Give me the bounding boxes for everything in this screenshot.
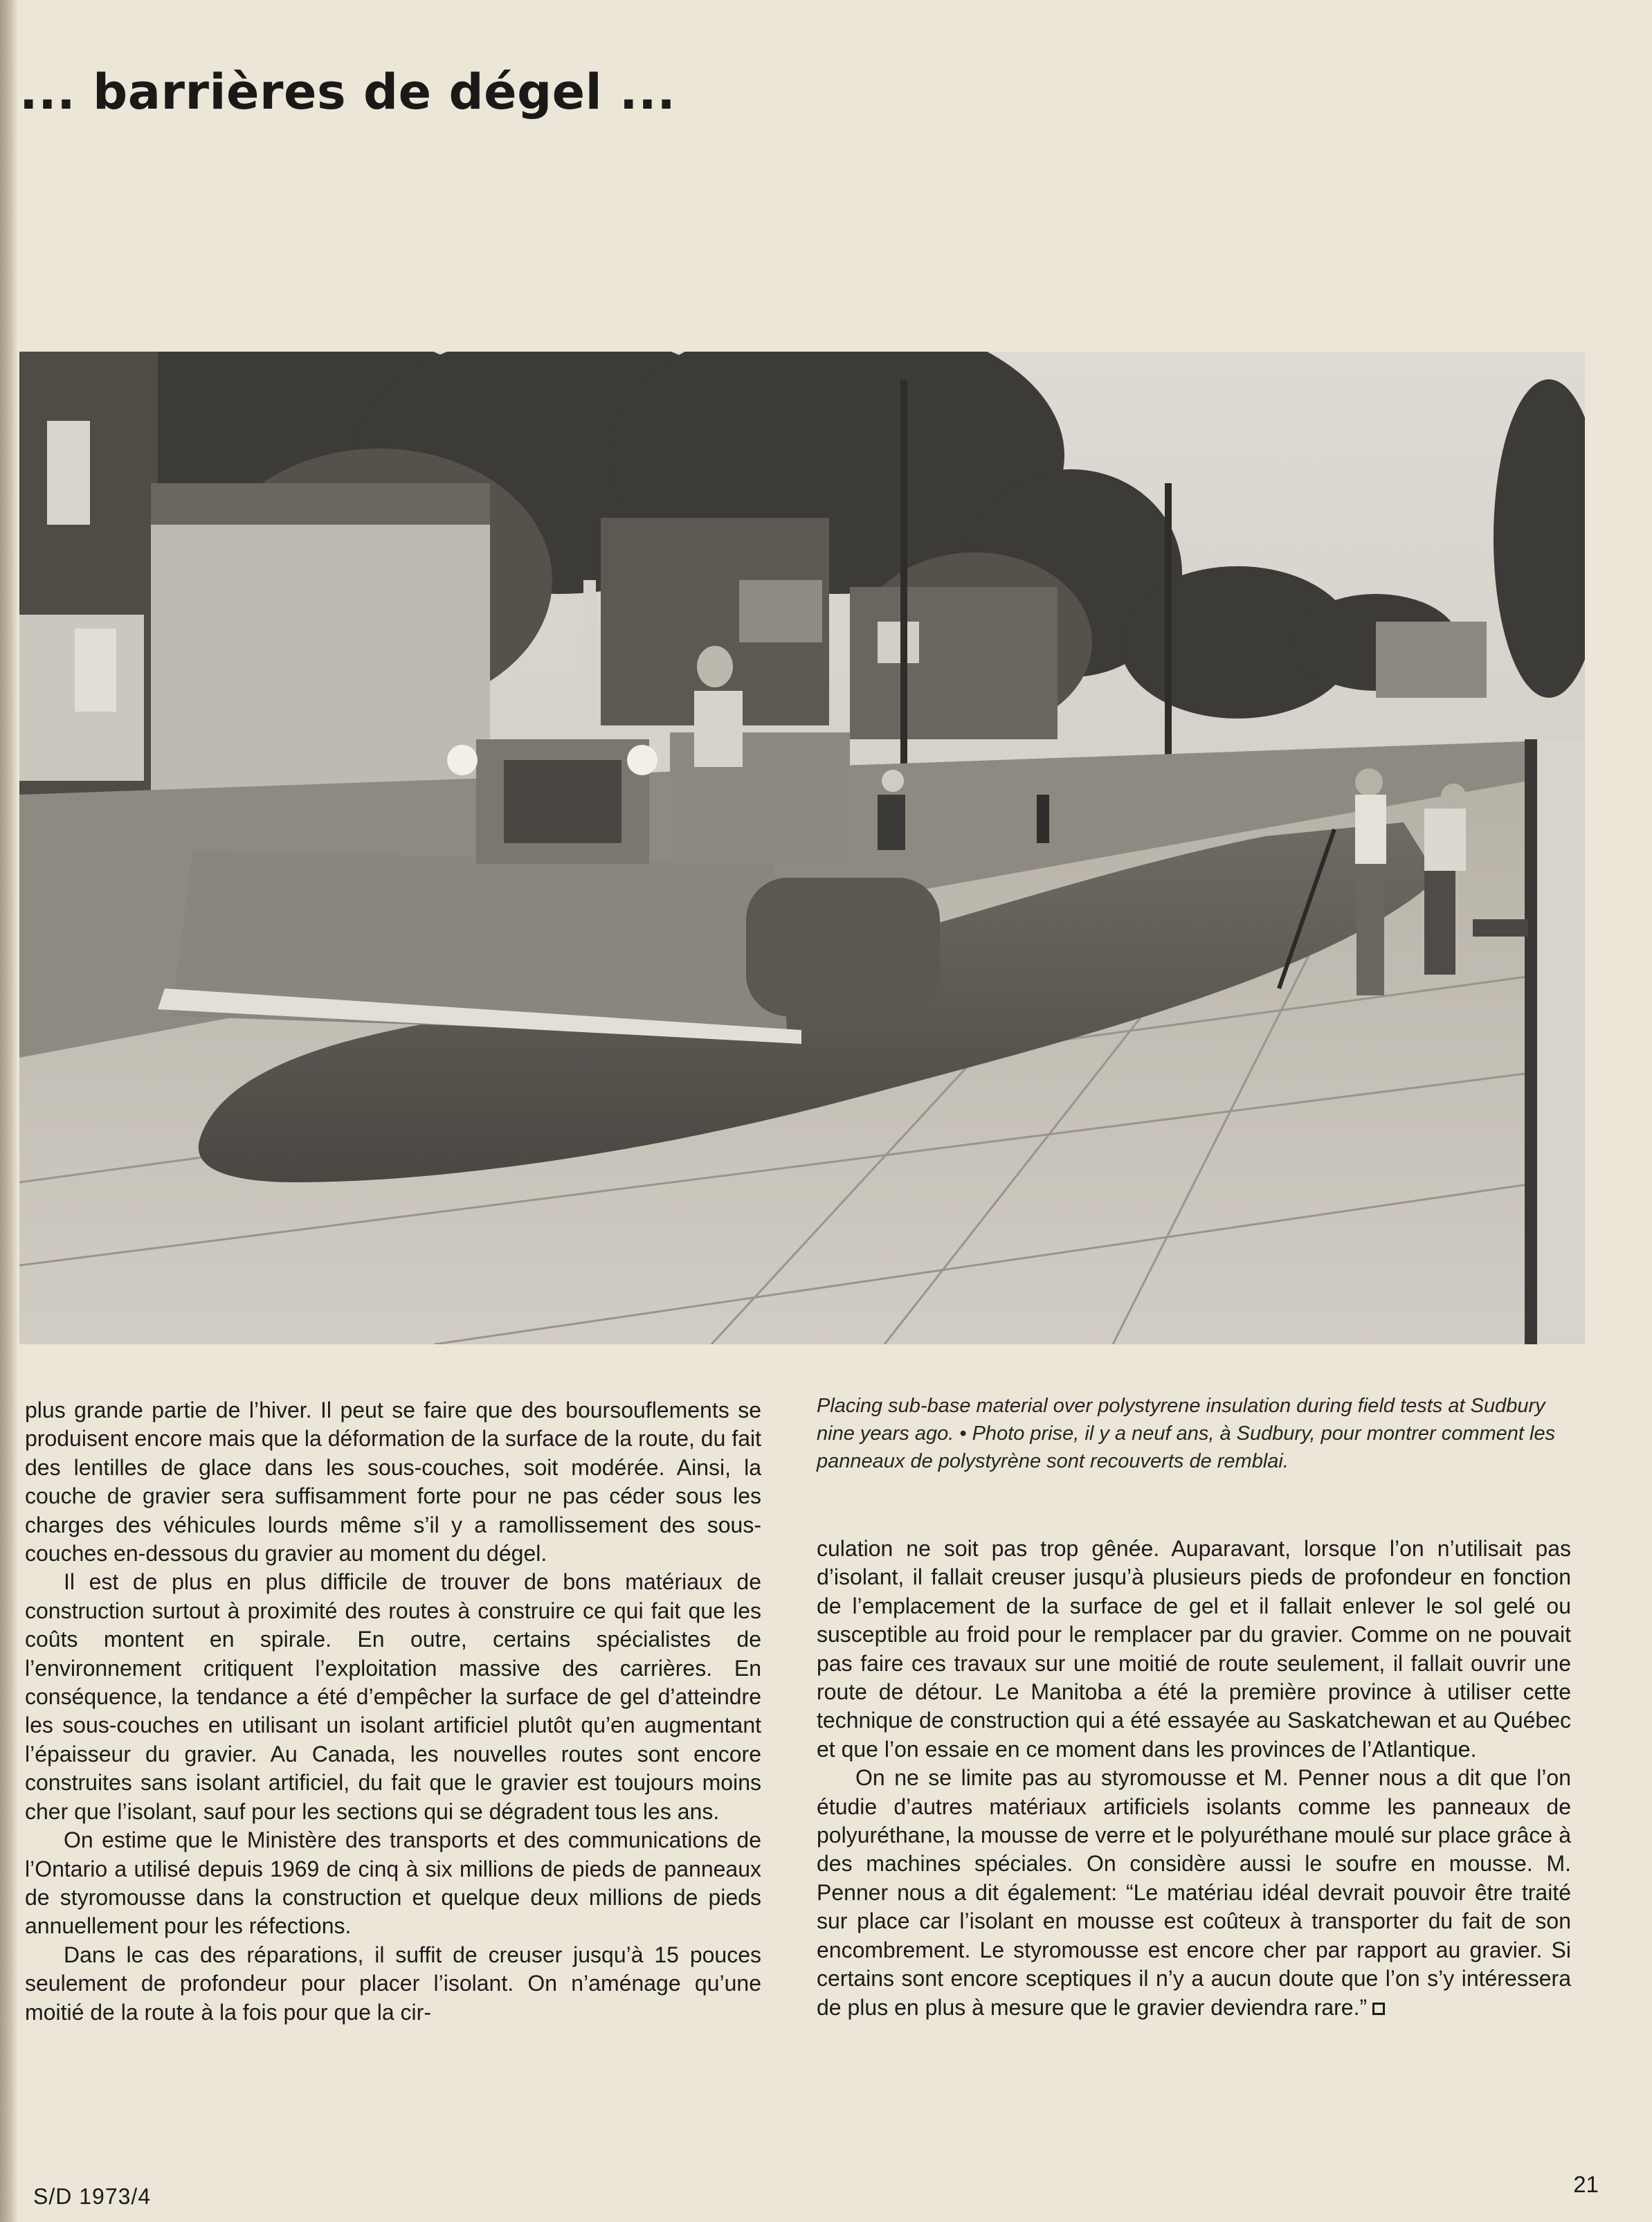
paragraph-text: On ne se limite pas au styromousse et M. Penner nous a dit que l’on étudie d’autres matériaux artificiels isolants comme les panneaux de polyuréthane, la mousse de verre et le polyuréthane moulé sur place grâce à des machines spéciales. On considère aussi le soufre en mousse. M. Penner nous a dit également: “Le matériau idéal devrait pouvoir être traité sur place car l’isolant en mousse est coûteux à transporter du fait de son encombrement. Le styromousse est encore cher par rapport au gravier. Si certains sont encore sceptiques il n’y a aucun doute que l’on s’y intéressera de plus en plus à mesure que le gravier deviendra rare.” <box>817 1765 1571 2020</box>
footer-publication: S/D 1973/4 <box>33 2184 152 2209</box>
page-number: 21 <box>1573 2171 1599 2197</box>
paragraph: Il est de plus en plus difficile de trouver de bons matériaux de construction surtout à proximité des routes à construire ce qui fait que les coûts montent en spirale. En outre, certains spécialistes de l’environnement critiquent l’exploitation massive des carrières. En conséquence, la tendance a été d’empêcher la surface de gel d’atteindre les sous-couches en utilisant un isolant artificiel plutôt qu’en augmentant l’épaisseur du gravier. Au Canada, les nouvelles routes sont encore construites sans isolant artificiel, du fait que le gravier est toujours moins cher que l’isolant, sauf pour les sections qui se dégradent tous les ans. <box>25 1569 761 1824</box>
paragraph: On estime que le Ministère des transports et des communications de l’Ontario a utilisé depuis 1969 de cinq à six millions de pieds de panneaux de styromousse dans la construction et quelque deux millions de pieds annuellement pour les réfections. <box>25 1827 761 1939</box>
page-binding-edge <box>0 0 18 2222</box>
photo-caption <box>817 1392 1571 1475</box>
page-heading: ... barrières de dégel ... <box>19 64 676 120</box>
article-column-left <box>25 1396 761 2027</box>
caption-separator: • <box>959 1422 967 1445</box>
caption-english: Placing sub-base material over polystyrene insulation during field tests at Sudbury nine years ago. <box>817 1395 1545 1445</box>
end-of-article-square-icon <box>1372 2003 1385 2015</box>
paragraph: Dans le cas des réparations, il suffit de creuser jusqu’à 15 pouces seulement de profondeur pour placer l’isolant. On n’aménage qu’une moitié de la route à la fois pour que la cir- <box>25 1942 761 2025</box>
paragraph-last <box>817 1764 1571 2022</box>
paragraph: plus grande partie de l’hiver. Il peut se faire que des boursouflements se produisent encore mais que la déformation de la surface de la route, du fait des lentilles de glace dans les sous-couches, soit modérée. Ainsi, la couche de gravier sera suffisamment forte pour ne pas céder sous les charges des véhicules lourds même s’il y a ramollissement des sous-couches en-dessous du gravier au moment du dégel. <box>25 1398 761 1566</box>
road-construction-photo <box>19 352 1585 1344</box>
article-column-right <box>817 1535 1571 2022</box>
caption-french: Photo prise, il y a neuf ans, à Sudbury, pour montrer comment les panneaux de polystyrène sont recouverts de remblai. <box>817 1422 1556 1472</box>
paragraph: culation ne soit pas trop gênée. Auparavant, lorsque l’on n’utilisait pas d’isolant, il fallait creuser jusqu’à plusieurs pieds de profondeur en fonction de l’emplacement de la surface de gel et il fallait enlever le sol gelé ou susceptible au froid pour le remplacer par du gravier. Comme on ne pouvait pas faire ces travaux sur une moitié de route seulement, il fallait ouvrir une route de détour. Le Manitoba a été la première province à utiliser cette technique de construction qui a été essayée au Saskatchewan et au Québec et que l’on essaie en ce moment dans les provinces de l’Atlantique. <box>817 1536 1571 1762</box>
